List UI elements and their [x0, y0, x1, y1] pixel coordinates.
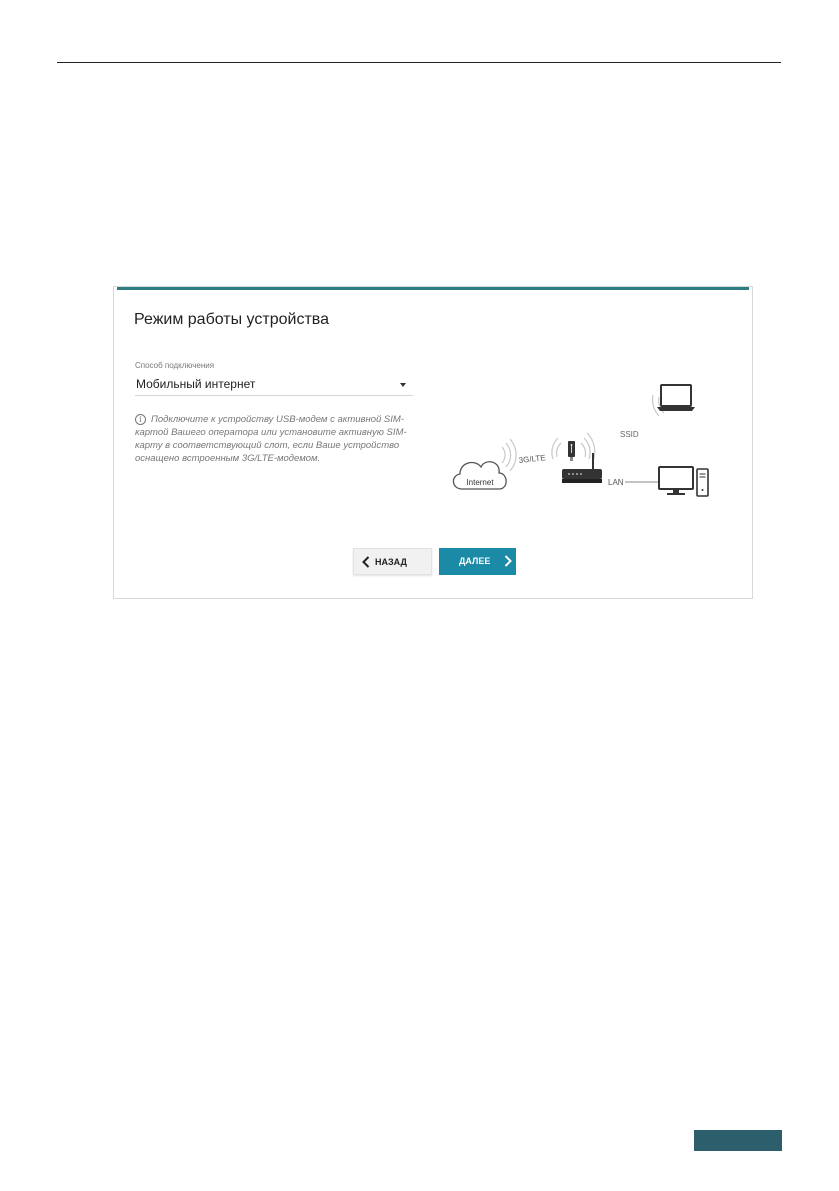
panel-accent-bar [117, 287, 749, 290]
next-button[interactable] [439, 548, 516, 575]
chevron-left-icon [361, 555, 371, 569]
network-diagram [449, 377, 719, 507]
mobile-label: 3G/LTE [518, 453, 547, 465]
info-icon: i [135, 414, 146, 425]
connection-type-select[interactable] [135, 374, 413, 396]
laptop-icon [657, 385, 695, 411]
back-button[interactable] [353, 548, 432, 575]
desktop-pc-icon [659, 467, 708, 496]
page-header-rule [57, 62, 781, 63]
setup-wizard-panel [113, 286, 753, 599]
info-hint-text: Подключите к устройству USB-модем с активной SIM-картой Вашего оператора или установите активную SIM-карту в соответствующий слот, если Ваше устройство оснащено встроенным 3G/LTE-модемом. [135, 414, 407, 464]
internet-label: Internet [466, 478, 494, 487]
dropdown-arrow-icon [400, 383, 406, 387]
next-button-label: ДАЛЕЕ [459, 556, 491, 566]
connection-type-value: Мобильный интернет [136, 377, 256, 391]
back-button-label: НАЗАД [375, 557, 407, 567]
lan-label: LAN [608, 478, 624, 487]
connection-type-label: Способ подключения [135, 361, 215, 370]
wifi-label: SSID [620, 430, 639, 439]
chevron-right-icon [503, 554, 513, 568]
usb-modem-icon [568, 441, 575, 461]
router-icon [562, 453, 602, 483]
page-footer-tab [694, 1130, 782, 1151]
page-title: Режим работы устройства [134, 311, 329, 328]
